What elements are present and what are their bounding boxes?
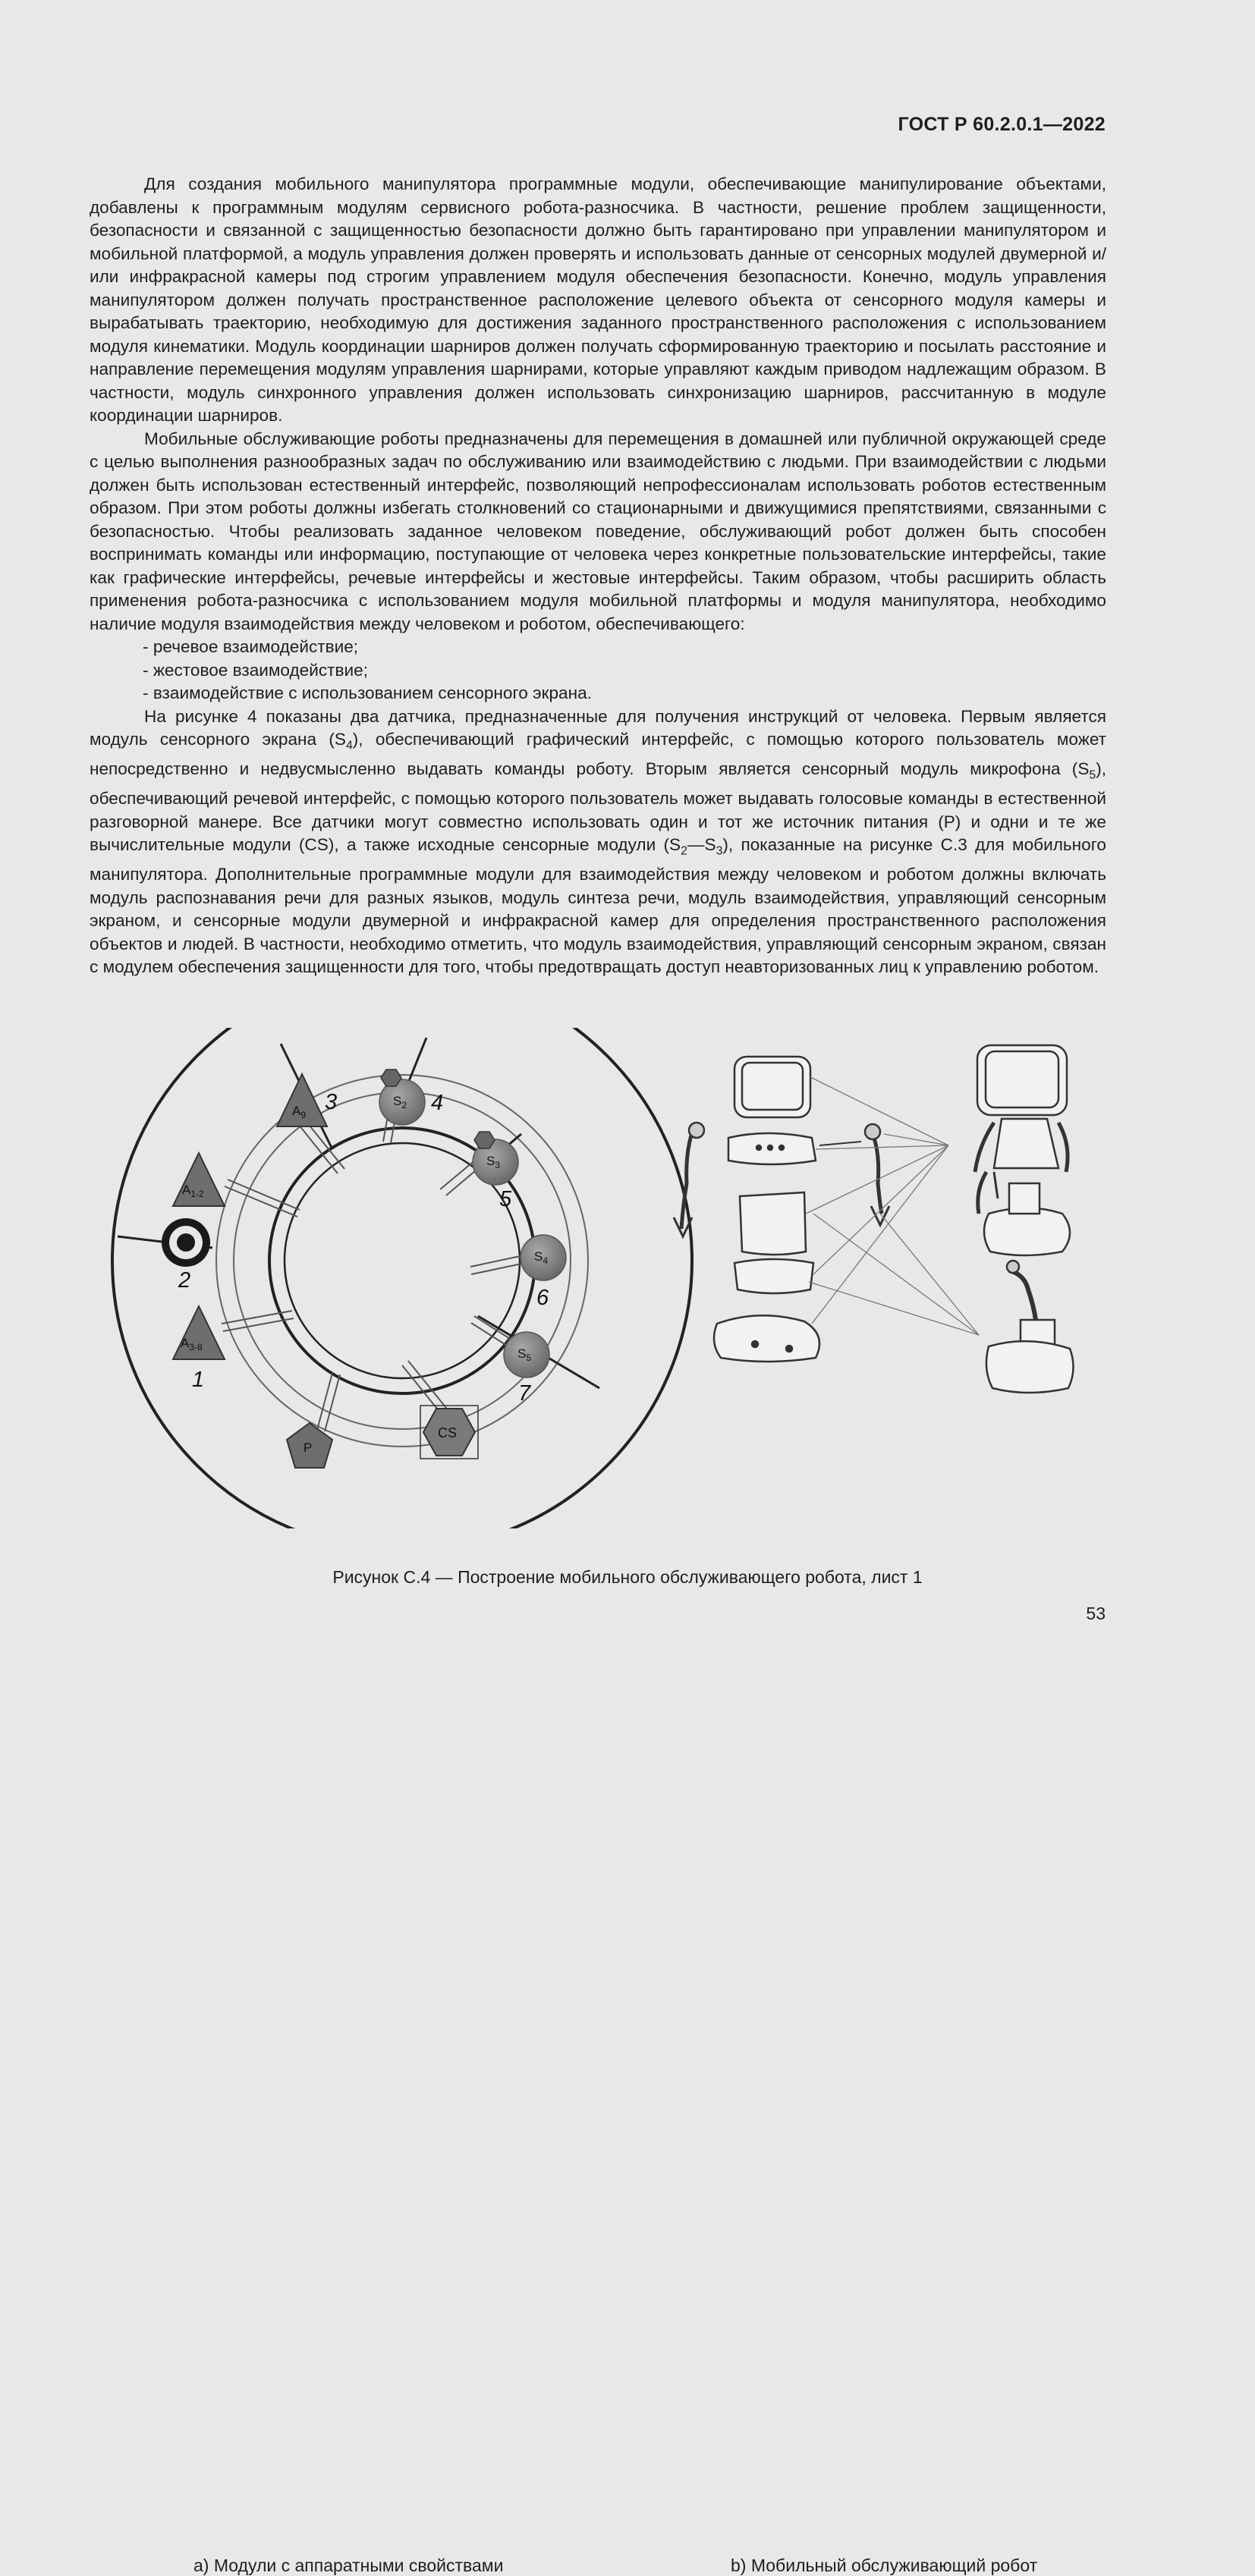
figure-caption: Рисунок С.4 — Построение мобильного обслуживающего робота, лист 1 [332, 1567, 923, 1587]
target-icon [162, 1218, 210, 1267]
svg-text:S5: $S_5$ [517, 1346, 532, 1363]
page-number: 53 [1086, 1604, 1106, 1623]
svg-text:S4: $S_4$ [534, 1249, 549, 1266]
svg-text:5: 5 [499, 1187, 512, 1211]
svg-text:S2: $S_2$ [393, 1094, 407, 1111]
paragraph-1: Для создания мобильного манипулятора программные модули, обеспечивающие манипулирование объектами, добавлены к программным модулям сервисного робота-разносчика. В частности, решение проблем защищенности, безопасности и связанной с защищенностью безопасности должно быть гарантировано при управлении манипулятором и мобильной платформой, а модуль управления должен проверять и использовать данные от сенсорных модулей двумерной и/или инфракрасной камеры под строгим управлением модуля обеспечения безопасности. Конечно, модуль управления манипулятором должен получать пространственное расположение целевого объекта от сенсорного модуля камеры и вырабатывать траекторию, необходимую для достижения заданного пространственного расположения с использованием модуля кинематики. Модуль координации шарниров должен получать сформированную траекторию и посылать расстояние и направление перемещения модулям управления шарнирами, которые управляют каждым приводом надлежащим образом. В частности, модуль синхронного управления должен использовать синхронизацию шарниров, рассчитанную в модуле координации шарниров. [90, 174, 1106, 425]
interaction-list [90, 636, 1106, 705]
svg-text:2: 2 [178, 1268, 191, 1293]
svg-text:P: P [304, 1440, 313, 1455]
subcaption-a: а) Модули с аппаратными свойствами [193, 2556, 504, 2575]
paragraph-3: На рисунке 4 показаны два датчика, предназначенные для получения инструкций от человека. Первым является модуль сенсорного экрана $(S_4)$, обеспечивающий графический интерфейс, с помощью которого пользователь может непосредственно и недвусмысленно выдавать команды роботу. Вторым является сенсорный модуль микрофона $(S_5)$, обеспечивающий речевой интерфейс, с помощью которого пользователь может выдавать голосовые команды в естественной разговорной манере. Все датчики могут совместно использовать один и тот же источник питания (P) и одни и те же вычислительные модули (CS), а также исходные сенсорные модули $(S_2—S_3)$, показанные на рисунке С.3 для мобильного манипулятора. Дополнительные программные модули для взаимодействия между человеком и роботом должны включать модуль распознавания речи для разных языков, модуль синтеза речи, модуль взаимодействия, управляющий сенсорным экраном, и сенсорные модули двумерной и инфракрасной камер для определения пространственного расположения объектов и людей. В частности, необходимо отметить, что модуль взаимодействия, управляющий сенсорным экраном, связан с модулем обеспечения защищенности для того, чтобы предотвращать доступ неавторизованных лиц к управлению роботом. [90, 706, 1106, 977]
body-text [90, 173, 1106, 979]
list-item: - речевое взаимодействие; [90, 636, 1106, 659]
svg-text:3: 3 [325, 1090, 338, 1114]
document-number: ГОСТ Р 60.2.0.1—2022 [898, 114, 1106, 135]
svg-text:A9: $A_9$ [292, 1104, 307, 1120]
subcaption-b: b) Мобильный обслуживающий робот [731, 2556, 1038, 2575]
figure-drawing [0, 1028, 1255, 1528]
svg-text:7: 7 [518, 1381, 531, 1406]
svg-text:CS: CS [438, 1425, 458, 1440]
svg-text:6: 6 [536, 1286, 549, 1310]
svg-text:S3: $S_3$ [486, 1154, 501, 1170]
svg-text:1: 1 [192, 1368, 205, 1392]
list-item: - жестовое взаимодействие; [90, 659, 1106, 683]
paragraph-2: Мобильные обслуживающие роботы предназначены для перемещения в домашней или публичной окружающей среде с целью выполнения разнообразных задач по обслуживанию или взаимодействию с людьми. При взаимодействии с людьми должен быть использован естественный интерфейс, позволяющий непрофессионалам использовать роботов естественным образом. При этом роботы должны избегать столкновений со стационарными и движущимися препятствиями, связанными с безопасностью. Чтобы реализовать заданное человеком поведение, обслуживающий робот должен быть способен воспринимать команды или информацию, поступающие от человека через конкретные пользовательские интерфейсы, такие как графические интерфейсы, речевые интерфейсы и жестовые интерфейсы. Таким образом, чтобы расширить область применения робота-разносчика с использованием модуля мобильной платформы и модуля манипулятора, необходимо наличие модуля взаимодействия между человеком и роботом, обеспечивающего: [90, 429, 1106, 633]
svg-text:A1-2: $A_{1-2}$ [182, 1183, 204, 1199]
svg-text:4: 4 [431, 1091, 444, 1115]
robot-illustration [674, 1045, 1074, 1393]
svg-text:A3-8: $A_{3-8}$ [181, 1336, 203, 1352]
list-item: - взаимодействие с использованием сенсорного экрана. [90, 682, 1106, 705]
